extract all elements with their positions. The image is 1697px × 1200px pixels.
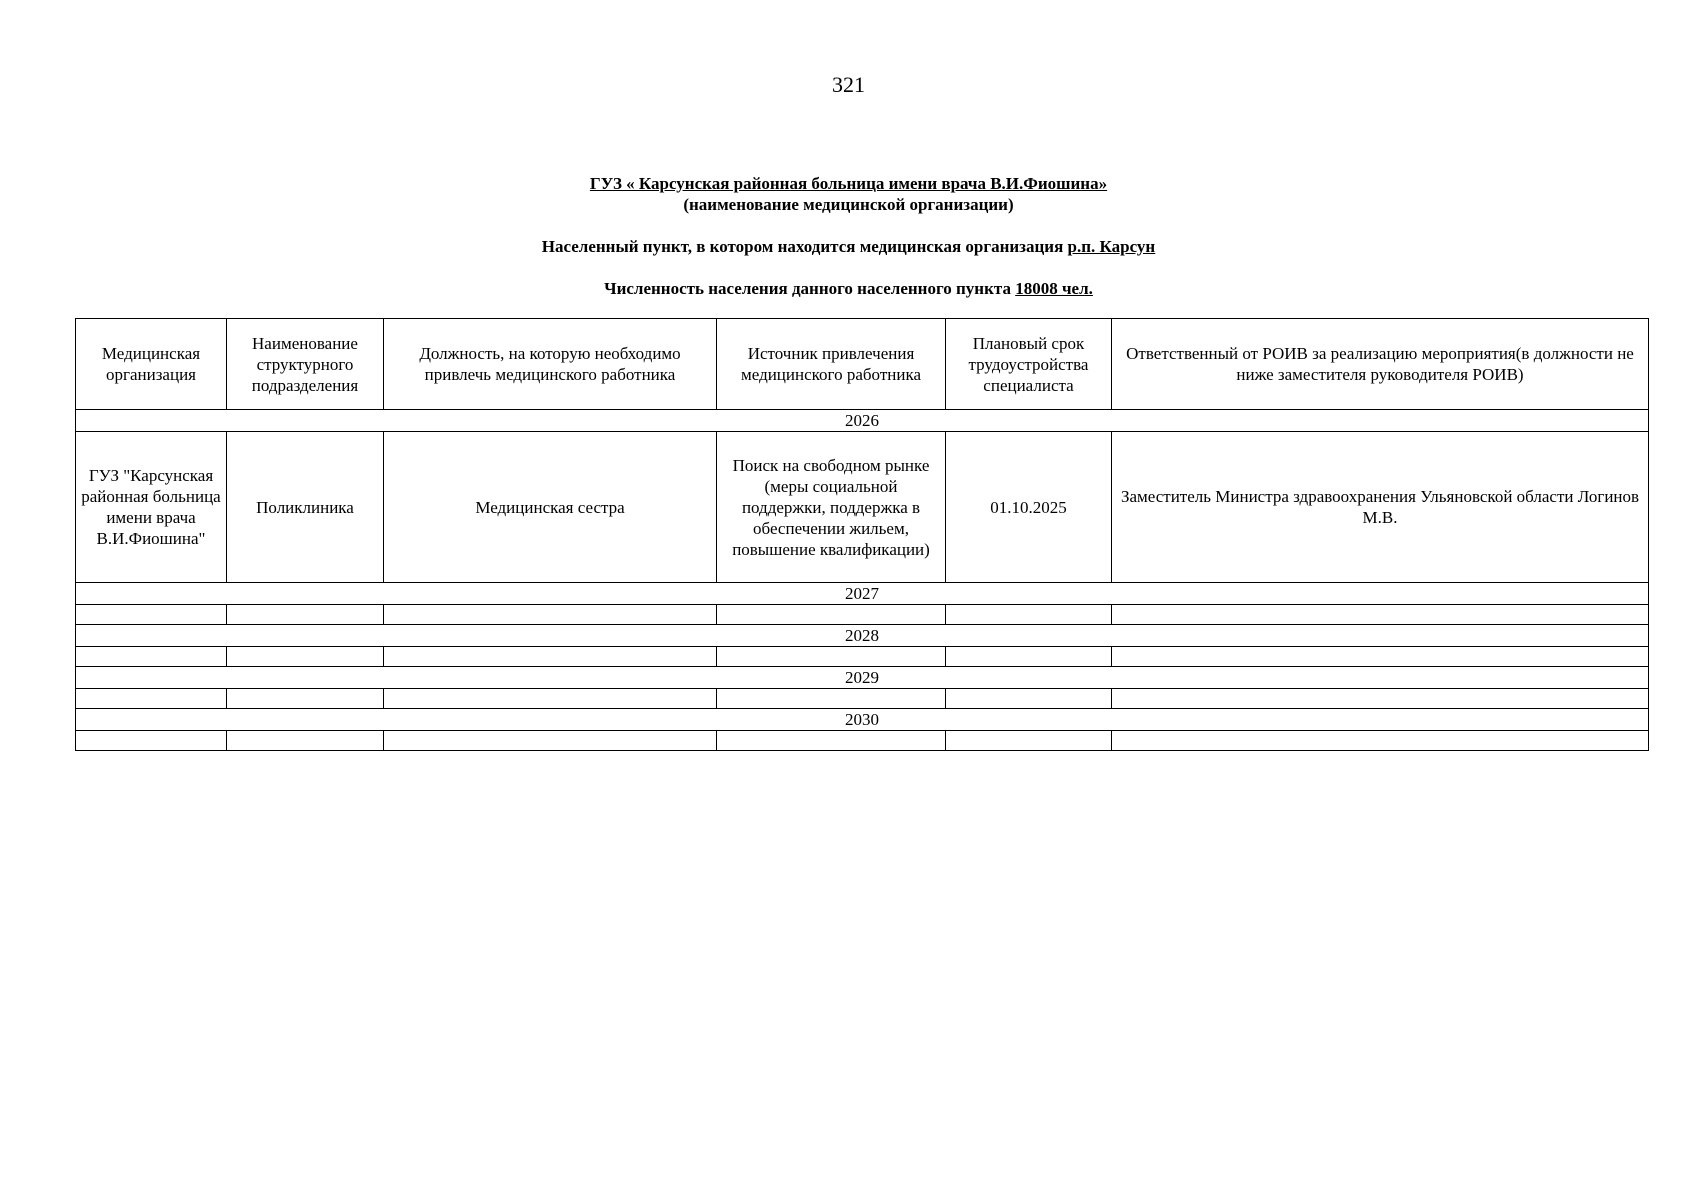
year-label: 2029 bbox=[76, 667, 1649, 689]
cell-department: Поликлиника bbox=[227, 432, 384, 583]
population-value: 18008 чел. bbox=[1015, 279, 1093, 298]
organization-header bbox=[0, 173, 1697, 215]
year-row-2026 bbox=[76, 410, 1649, 432]
column-header: Наименование структурного подразделения bbox=[227, 319, 384, 410]
empty-cell bbox=[384, 647, 717, 667]
organization-caption: (наименование медицинской организации) bbox=[683, 195, 1014, 214]
year-row-2030 bbox=[76, 709, 1649, 731]
empty-cell bbox=[717, 605, 946, 625]
column-header: Плановый срок трудоустройства специалиста bbox=[946, 319, 1112, 410]
empty-cell bbox=[1112, 689, 1649, 709]
page-number: 321 bbox=[832, 72, 865, 97]
empty-cell bbox=[1112, 605, 1649, 625]
table-header-row bbox=[76, 319, 1649, 410]
cell-deadline: 01.10.2025 bbox=[946, 432, 1112, 583]
cell-responsible: Заместитель Министра здравоохранения Ульяновской области Логинов М.В. bbox=[1112, 432, 1649, 583]
empty-cell bbox=[1112, 731, 1649, 751]
empty-table-row bbox=[76, 689, 1649, 709]
empty-cell bbox=[76, 605, 227, 625]
staffing-plan-table bbox=[75, 318, 1649, 751]
column-header: Источник привлечения медицинского работника bbox=[717, 319, 946, 410]
year-label: 2026 bbox=[76, 410, 1649, 432]
column-header: Ответственный от РОИВ за реализацию мероприятия(в должности не ниже заместителя руководителя РОИВ) bbox=[1112, 319, 1649, 410]
empty-cell bbox=[227, 647, 384, 667]
year-label: 2027 bbox=[76, 583, 1649, 605]
year-row-2027 bbox=[76, 583, 1649, 605]
empty-cell bbox=[717, 731, 946, 751]
empty-cell bbox=[384, 689, 717, 709]
empty-cell bbox=[946, 605, 1112, 625]
organization-name: ГУЗ « Карсунская районная больница имени врача В.И.Фиошина» bbox=[589, 174, 1108, 193]
year-label: 2028 bbox=[76, 625, 1649, 647]
empty-table-row bbox=[76, 647, 1649, 667]
cell-organization: ГУЗ "Карсунская районная больница имени врача В.И.Фиошина" bbox=[76, 432, 227, 583]
column-header: Должность, на которую необходимо привлечь медицинского работника bbox=[384, 319, 717, 410]
empty-cell bbox=[76, 647, 227, 667]
settlement-value: р.п. Карсун bbox=[1067, 237, 1156, 256]
population-label: Численность населения данного населенного пункта bbox=[604, 279, 1016, 298]
cell-position: Медицинская сестра bbox=[384, 432, 717, 583]
table-row bbox=[76, 432, 1649, 583]
year-row-2028 bbox=[76, 625, 1649, 647]
empty-cell bbox=[76, 689, 227, 709]
empty-table-row bbox=[76, 731, 1649, 751]
empty-cell bbox=[76, 731, 227, 751]
empty-cell bbox=[717, 647, 946, 667]
year-row-2029 bbox=[76, 667, 1649, 689]
settlement-line bbox=[0, 236, 1697, 257]
empty-cell bbox=[946, 647, 1112, 667]
empty-cell bbox=[946, 689, 1112, 709]
empty-cell bbox=[384, 605, 717, 625]
empty-cell bbox=[946, 731, 1112, 751]
empty-cell bbox=[717, 689, 946, 709]
cell-source: Поиск на свободном рынке (меры социальной поддержки, поддержка в обеспечении жильем, повышение квалификации) bbox=[717, 432, 946, 583]
empty-table-row bbox=[76, 605, 1649, 625]
empty-cell bbox=[227, 731, 384, 751]
settlement-label: Населенный пункт, в котором находится медицинская организация bbox=[541, 237, 1068, 256]
population-line bbox=[0, 278, 1697, 299]
empty-cell bbox=[1112, 647, 1649, 667]
empty-cell bbox=[227, 605, 384, 625]
year-label: 2030 bbox=[76, 709, 1649, 731]
empty-cell bbox=[227, 689, 384, 709]
empty-cell bbox=[384, 731, 717, 751]
column-header: Медицинская организация bbox=[76, 319, 227, 410]
